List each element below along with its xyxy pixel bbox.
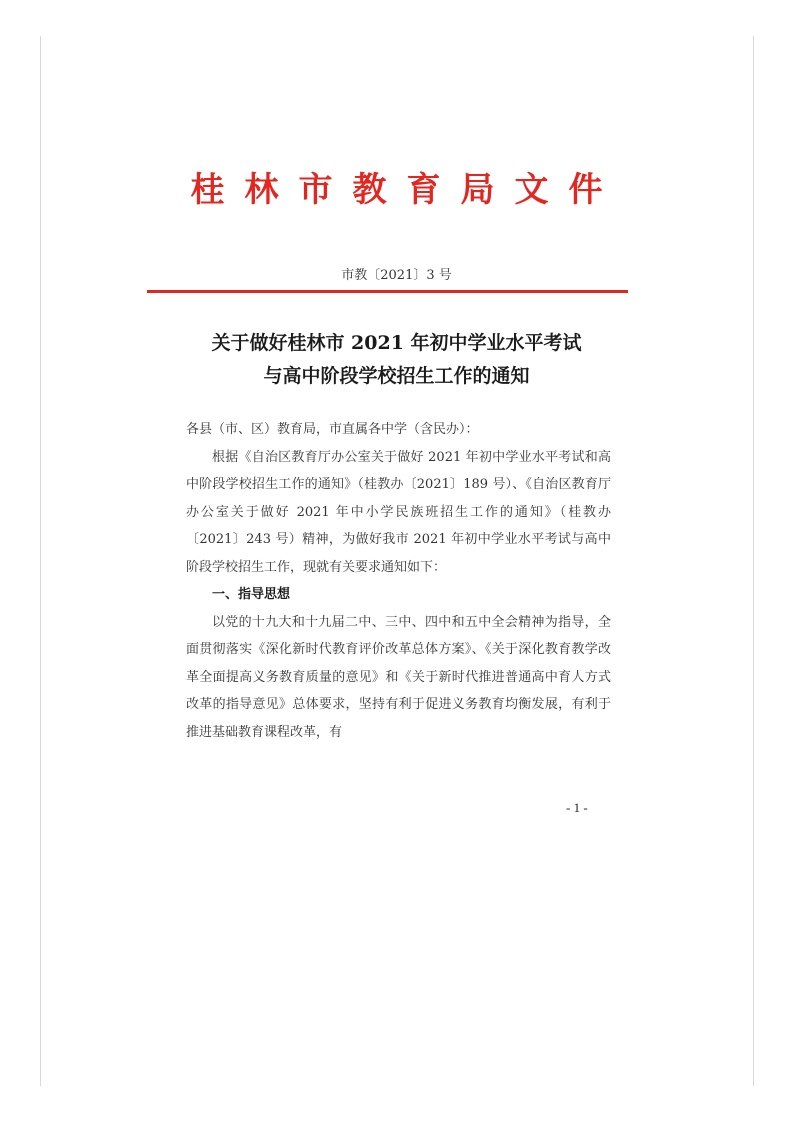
notice-title [150, 327, 643, 393]
document-number: 市教〔2021〕3 号 [341, 268, 452, 283]
section-heading-guiding-ideology: 一、指导思想 [212, 587, 291, 602]
notice-title-line-1: 关于做好桂林市 2021 年初中学业水平考试 [211, 332, 582, 354]
red-divider-rule [147, 290, 628, 293]
notice-title-line-2: 与高中阶段学校招生工作的通知 [263, 365, 530, 387]
document-body [186, 416, 611, 746]
page-number: - 1 - [566, 800, 588, 815]
document-header-title: 桂林市教育局文件 [190, 170, 623, 210]
paragraph-intro: 根据《自治区教育厅办公室关于做好 2021 年初中学业水平考试和高中阶段学校招生工作的通知》（桂教办〔2021〕189 号）、《自治区教育厅办公室关于做好 2021 年中小学民族班招生工作的通知》（桂教办〔2021〕243 号）精神，为做好我市 2021 年初中学业水平考试与高中阶段学校招生工作，现就有关要求通知如下： [186, 449, 611, 575]
right-margin-line [753, 36, 754, 1086]
paragraph-guiding-ideology: 以党的十九大和十九届二中、三中、四中和五中全会精神为指导，全面贯彻落实《深化新时代教育评价改革总体方案》、《关于深化教育教学改革全面提高义务教育质量的意见》和《关于新时代推进普通高中育人方式改革的指导意见》总体要求，坚持有利于促进义务教育均衡发展，有利于推进基础教育课程改革，有 [186, 614, 611, 740]
left-margin-line [40, 36, 41, 1086]
addressee-line: 各县（市、区）教育局，市直属各中学（含民办）： [186, 422, 479, 437]
